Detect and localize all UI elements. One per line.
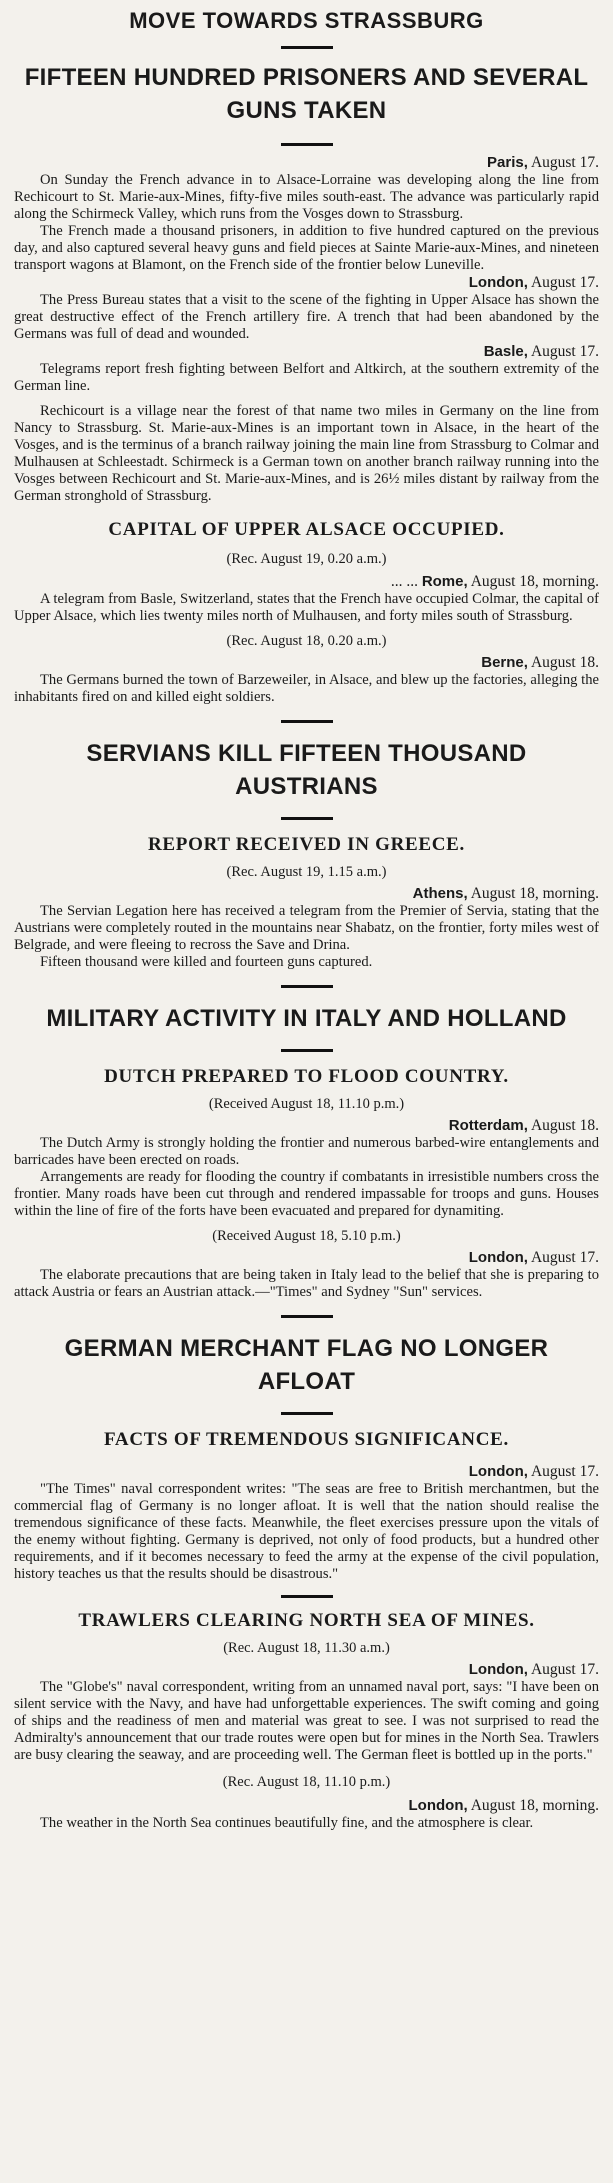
- divider: [281, 1049, 333, 1052]
- article-paragraph: Arrangements are ready for flooding the country if combatants in irresistible numbers cross the frontier. Many roads have been cut through and rendered impassable for troops and guns. Houses within the line of fire of the forts have been evacuated and prepared for dynamiting.: [14, 1169, 599, 1219]
- article-paragraph: Fifteen thousand were killed and fourteen guns captured.: [40, 954, 373, 970]
- dateline-london: London, August 17.: [468, 1463, 599, 1480]
- received-note: (Received August 18, 5.10 p.m.): [212, 1228, 401, 1244]
- dateline-athens: Athens, August 18, morning.: [412, 885, 599, 902]
- dateline-rotterdam: Rotterdam, August 18.: [448, 1117, 599, 1134]
- dateline-rome: ... ... Rome, August 18, morning.: [390, 573, 599, 590]
- headline-italy-holland: MILITARY ACTIVITY IN ITALY AND HOLLAND: [46, 1005, 567, 1032]
- article-paragraph: The weather in the North Sea continues beautifully fine, and the atmosphere is clear.: [40, 1815, 534, 1831]
- article-paragraph: "The Times" naval correspondent writes: "The seas are free to British merchantmen, but the commercial flag of Germany is no longer afloat. It is well that the nation should realise the tremendous significance of these facts. Meanwhile, the fleet exercises pressure upon the vitals of the enemy without fighting. Germany is deprived, not only of food products, but a hundred other requirements, and if it becomes necessary to feed the army at the expense of the civil population, history teaches us that the results should be disastrous.": [14, 1481, 599, 1582]
- divider: [281, 1412, 333, 1415]
- headline-servians: SERVIANS KILL FIFTEEN THOUSAND AUSTRIANS: [86, 740, 527, 800]
- article-paragraph: The French made a thousand prisoners, in addition to five hundred captured on the previous day, and also captured several heavy guns and field pieces at Sainte Marie-aux-Mines, and nineteen transport wagons at Blamont, on the French side of the frontier below Luneville.: [14, 223, 599, 273]
- article-paragraph: The Press Bureau states that a visit to the scene of the fighting in Upper Alsace has shown the great destructive effect of the French artillery fire. A trench that had been abandoned by the Germans was full of dead and wounded.: [14, 292, 599, 342]
- article-paragraph: The elaborate precautions that are being taken in Italy lead to the belief that she is preparing to attack Austria or fears an Austrian attack.—"Times" and Sydney "Sun" services.: [14, 1267, 599, 1300]
- divider: [281, 143, 333, 146]
- divider: [281, 1315, 333, 1318]
- page-title: MOVE TOWARDS STRASSBURG: [129, 8, 484, 33]
- subheading-greece: REPORT RECEIVED IN GREECE.: [147, 834, 465, 855]
- subheading-colmar: CAPITAL OF UPPER ALSACE OCCUPIED.: [108, 519, 505, 540]
- dateline-london: London, August 17.: [468, 274, 599, 291]
- dateline-london: London, August 17.: [468, 1661, 599, 1678]
- article-paragraph: The Dutch Army is strongly holding the frontier and numerous barbed-wire entanglements and barricades have been erected on roads.: [14, 1135, 599, 1168]
- received-note: (Rec. August 18, 0.20 a.m.): [226, 633, 387, 649]
- article-paragraph: The Germans burned the town of Barzeweiler, in Alsace, and blew up the factories, alleging the inhabitants fired on and killed eight soldiers.: [14, 672, 599, 705]
- divider: [281, 817, 333, 820]
- received-note: (Received August 18, 11.10 p.m.): [208, 1096, 405, 1112]
- subheading-trawlers: TRAWLERS CLEARING NORTH SEA OF MINES.: [78, 1610, 535, 1631]
- dateline-basle: Basle, August 17.: [483, 343, 599, 360]
- headline-prisoners: FIFTEEN HUNDRED PRISONERS AND SEVERAL GUNS TAKEN: [24, 64, 589, 124]
- received-note: (Rec. August 19, 0.20 a.m.): [226, 551, 387, 567]
- received-note: (Rec. August 19, 1.15 a.m.): [226, 864, 387, 880]
- headline-merchant-flag: GERMAN MERCHANT FLAG NO LONGER AFLOAT: [64, 1335, 549, 1395]
- subheading-dutch: DUTCH PREPARED TO FLOOD COUNTRY.: [104, 1066, 509, 1087]
- article-paragraph: The "Globe's" naval correspondent, writing from an unnamed naval port, says: "I have been on silent service with the Navy, and have had unforgettable experiences. The swift coming and going of ships and the readiness of men and material was great to see. I was not surprised to read the Admiralty's announcement that our trade routes were open but for mines in the North Sea. Trawlers are busy clearing the seaway, and are proceeding well. The German fleet is bottled up in the ports.": [14, 1679, 599, 1763]
- dateline-london: London, August 17.: [468, 1249, 599, 1266]
- divider: [281, 720, 333, 723]
- divider: [281, 1595, 333, 1598]
- divider: [281, 985, 333, 988]
- article-paragraph: A telegram from Basle, Switzerland, states that the French have occupied Colmar, the capital of Upper Alsace, which lies twenty miles north of Mulhausen, and forty miles south of Strassburg.: [14, 591, 599, 624]
- article-paragraph: Telegrams report fresh fighting between Belfort and Altkirch, at the southern extremity of the German line.: [14, 361, 599, 394]
- divider: [281, 46, 333, 49]
- dateline-berne: Berne, August 18.: [481, 654, 599, 671]
- article-paragraph: On Sunday the French advance in to Alsace-Lorraine was developing along the line from Rechicourt to St. Marie-aux-Mines, fifty-five miles south-east. The advance was particularly rapid along the Schirmeck Valley, which runs from the Vosges down to Strassburg.: [14, 172, 599, 222]
- dateline-london: London, August 18, morning.: [408, 1797, 599, 1814]
- received-note: (Rec. August 18, 11.10 p.m.): [222, 1774, 391, 1790]
- article-paragraph: Rechicourt is a village near the forest of that name two miles in Germany on the line from Nancy to Strassburg. St. Marie-aux-Mines is an important town in Alsace, in the heart of the Vosges, and is the terminus of a branch railway joining the main line from Strassburg to Colmar and Mulhausen at Schleestadt. Schirmeck is a German town on another branch railway running into the Vosges between Rechicourt and St. Marie-aux-Mines, and is 26½ miles distant by railway from the German stronghold of Strassburg.: [14, 403, 599, 504]
- subheading-facts: FACTS OF TREMENDOUS SIGNIFICANCE.: [104, 1429, 509, 1450]
- dateline-paris: Paris, August 17.: [487, 154, 599, 171]
- article-paragraph: The Servian Legation here has received a telegram from the Premier of Servia, stating that the Austrians were completely routed in the mountains near Shabatz, on the frontier, forty miles west of Belgrade, and were fleeing to recross the Save and Drina.: [14, 903, 599, 953]
- received-note: (Rec. August 18, 11.30 a.m.): [223, 1640, 390, 1656]
